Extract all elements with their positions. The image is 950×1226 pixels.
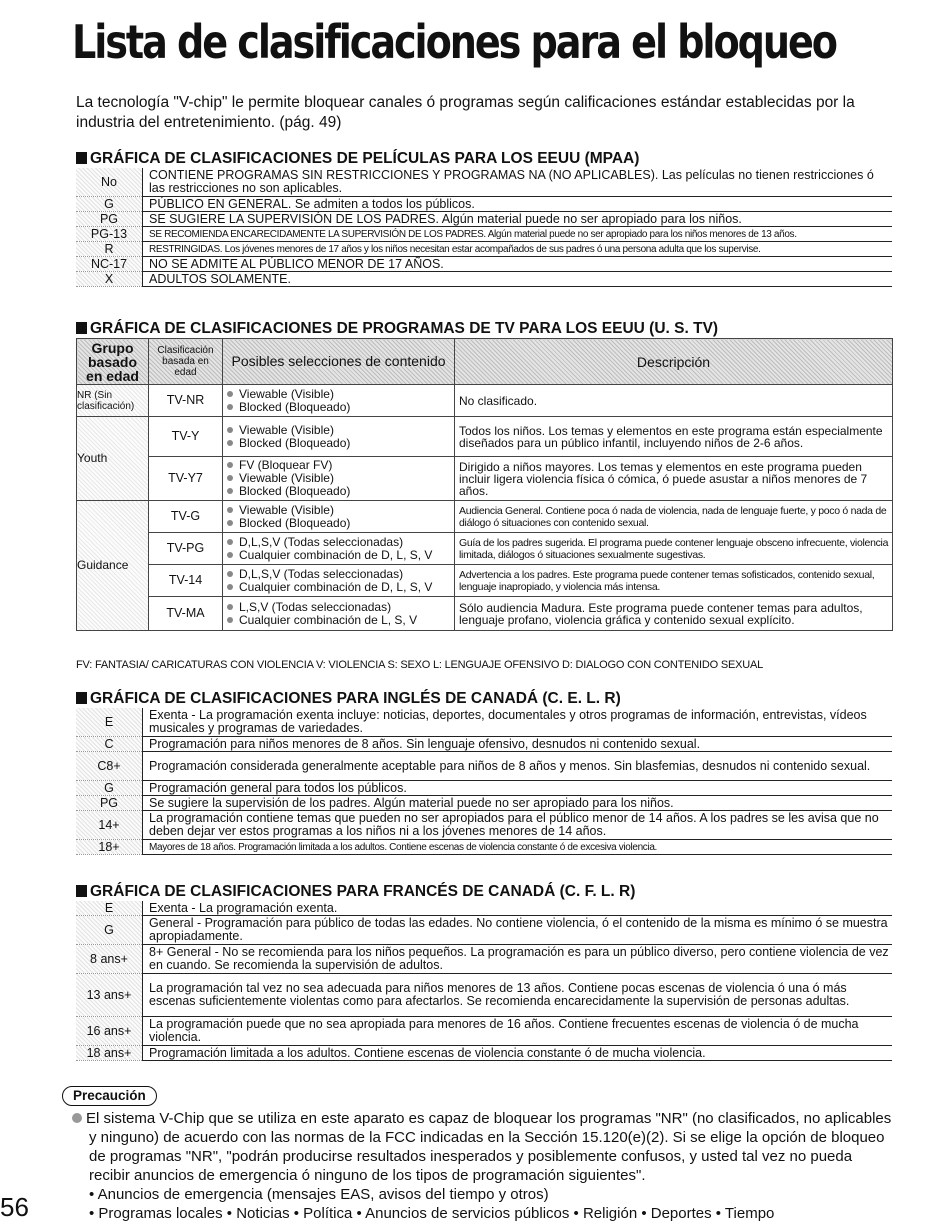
table-row: [76, 212, 892, 227]
option-item: FV (Bloquear FV): [227, 459, 454, 472]
rating-code: No: [76, 168, 143, 197]
table-row: [76, 781, 892, 796]
rating-desc: Guía de los padres sugerida. El programa puede contener lenguaje obsceno infrecuente, violencia limitada, diálogos ó situaciones sexualmente sugestivas.: [455, 533, 893, 565]
rating-desc: Programación considerada generalmente aceptable para niños de 8 años y menos. Sin blasfemias, desnudos ni contenido sexual.: [143, 752, 893, 781]
option-item: Cualquier combinación de D, L, S, V: [227, 549, 454, 562]
bullet-icon: [227, 520, 233, 526]
rating-desc: RESTRINGIDAS. Los jóvenes menores de 17 años y los niños necesitan estar acompañados de sus padres ó una persona adulta que los supervise.: [143, 242, 893, 257]
option-item: Blocked (Bloqueado): [227, 485, 454, 498]
rating-desc: La programación contiene temas que pueden no ser apropiados para el público menor de 14 años. A los padres se les avisa que no deben dejar ver estos programas a los niños ni a los jóvenes menores de 14 años.: [143, 811, 893, 840]
option-item: Blocked (Bloqueado): [227, 517, 454, 530]
option-item: Cualquier combinación de D, L, S, V: [227, 581, 454, 594]
rating-code: 18 ans+: [76, 1046, 143, 1061]
table-row: [76, 974, 892, 1017]
bullet-icon: [227, 539, 233, 545]
table-row: [76, 945, 892, 974]
rating-code: PG: [76, 796, 143, 811]
content-options: [223, 565, 455, 597]
table-row: [77, 385, 893, 417]
rating-desc: SE RECOMIENDA ENCARECIDAMENTE LA SUPERVISIÓN DE LOS PADRES. Algún material puede no ser apropiado para los niños menores de 13 años.: [143, 227, 893, 242]
cel-title: GRÁFICA DE CLASIFICACIONES PARA INGLÉS DE CANADÁ (C. E. L. R): [76, 690, 896, 708]
rating-desc: La programación tal vez no sea adecuada para niños menores de 13 años. Contiene pocas escenas de violencia ó una ó más escenas suficientemente violentas como para afectarlos. Se recomienda encarecidamente la supervisión de personas adultas.: [143, 974, 893, 1017]
content-options: [223, 597, 455, 631]
table-row: [76, 272, 892, 287]
rating-desc: Programación para niños menores de 8 años. Sin lenguaje ofensivo, desnudos ni contenido sexual.: [143, 737, 893, 752]
rating-code: TV-Y7: [149, 457, 223, 501]
cel-section: [76, 690, 896, 855]
table-row: [76, 1017, 892, 1046]
rating-code: 8 ans+: [76, 945, 143, 974]
table-row: [76, 737, 892, 752]
caution-list-item: • Anuncios de emergencia (mensajes EAS, avisos del tiempo y otros): [89, 1186, 549, 1203]
content-options: [223, 457, 455, 501]
table-header-row: [77, 339, 893, 385]
rating-code: G: [76, 916, 143, 945]
option-item: Viewable (Visible): [227, 424, 454, 437]
tv-legend: FV: FANTASIA/ CARICATURAS CON VIOLENCIA V: VIOLENCIA S: SEXO L: LENGUAJE OFENSIVO D: DIALOGO CON CONTENIDO SEXUAL: [76, 659, 764, 671]
rating-code: PG: [76, 212, 143, 227]
option-item: Viewable (Visible): [227, 504, 454, 517]
table-row: [76, 901, 892, 916]
content-options: [223, 501, 455, 533]
rating-code: R: [76, 242, 143, 257]
mpaa-table: [76, 168, 892, 287]
bullet-icon: [227, 427, 233, 433]
table-row: [76, 257, 892, 272]
tv-title: GRÁFICA DE CLASIFICACIONES DE PROGRAMAS DE TV PARA LOS EEUU (U. S. TV): [76, 320, 896, 338]
table-row: [76, 811, 892, 840]
table-row: [76, 197, 892, 212]
bullet-icon: [227, 604, 233, 610]
rating-desc: CONTIENE PROGRAMAS SIN RESTRICCIONES Y PROGRAMAS NA (NO APLICABLES). Las películas no tienen restricciones ó las restricciones no son aplicables.: [143, 168, 893, 197]
rating-code: G: [76, 781, 143, 796]
cfl-table: [76, 901, 892, 1061]
rating-code: TV-G: [149, 501, 223, 533]
rating-desc: Advertencia a los padres. Este programa puede contener temas sofisticados, contenido sexual, lenguaje inapropiado, y violencia más intensa.: [455, 565, 893, 597]
square-bullet-icon: [76, 885, 87, 897]
bullet-icon: [72, 1113, 82, 1123]
table-row: [77, 533, 893, 565]
cfl-section: [76, 883, 896, 1061]
rating-code: 14+: [76, 811, 143, 840]
header-rating: Clasificación basada en edad: [149, 339, 223, 385]
bullet-icon: [227, 404, 233, 410]
rating-desc: 8+ General - No se recomienda para los niños pequeños. La programación es para un público diverso, pero contiene violencia de vez en cuando. Se recomienda la supervisión de adultos.: [143, 945, 893, 974]
bullet-icon: [227, 488, 233, 494]
rating-code: NC-17: [76, 257, 143, 272]
rating-code: X: [76, 272, 143, 287]
table-row: [76, 752, 892, 781]
header-group: Grupo basado en edad: [77, 339, 149, 385]
bullet-icon: [227, 462, 233, 468]
bullet-icon: [227, 391, 233, 397]
caution-paragraph: El sistema V-Chip que se utiliza en este aparato es capaz de bloquear los programas "NR" (no clasificados, no aplicables y ninguno) de acuerdo con las normas de la FCC indicadas en la Sección 15.120(e)(2). Si se elige la opción de bloqueo de programas "NR", "podrán producirse resultados inesperados y posiblemente confusos, y usted tal vez no pueda recibir anuncios de emergencia ó ninguno de los tipos de programación siguientes".: [62, 1109, 892, 1185]
table-row: [77, 457, 893, 501]
rating-desc: Todos los niños. Los temas y elementos en este programa están especialmente diseñados para un público infantil, incluyendo niños de 2-6 años.: [455, 417, 893, 457]
table-row: [77, 501, 893, 533]
page-title: Lista de clasificaciones para el bloqueo: [72, 15, 836, 69]
rating-code: TV-14: [149, 565, 223, 597]
rating-desc: No clasificado.: [455, 385, 893, 417]
rating-code: G: [76, 197, 143, 212]
table-row: [77, 417, 893, 457]
rating-desc: SE SUGIERE LA SUPERVISIÓN DE LOS PADRES. Algún material puede no ser apropiado para los niños.: [143, 212, 893, 227]
bullet-icon: [227, 552, 233, 558]
bullet-icon: [227, 617, 233, 623]
rating-code: TV-Y: [149, 417, 223, 457]
rating-code: 18+: [76, 840, 143, 855]
square-bullet-icon: [76, 152, 87, 164]
rating-desc: Programación general para todos los públicos.: [143, 781, 893, 796]
table-row: [76, 242, 892, 257]
rating-desc: Audiencia General. Contiene poca ó nada de violencia, nada de lenguaje fuerte, y poco ó nada de diálogo ó situaciones con contenido sexual.: [455, 501, 893, 533]
rating-desc: Programación limitada a los adultos. Contiene escenas de violencia constante ó de mucha violencia.: [143, 1046, 893, 1061]
rating-desc: Mayores de 18 años. Programación limitada a los adultos. Contiene escenas de violencia constante ó de excesiva violencia.: [143, 840, 893, 855]
bullet-icon: [227, 571, 233, 577]
table-row: [77, 565, 893, 597]
table-row: [76, 796, 892, 811]
rating-desc: PÚBLICO EN GENERAL. Se admiten a todos los públicos.: [143, 197, 893, 212]
group-guidance: Guidance: [77, 501, 149, 631]
rating-code: C8+: [76, 752, 143, 781]
rating-desc: Se sugiere la supervisión de los padres. Algún material puede no ser apropiado para los niños.: [143, 796, 893, 811]
bullet-icon: [227, 584, 233, 590]
group-youth: Youth: [77, 417, 149, 501]
option-item: D,L,S,V (Todas seleccionadas): [227, 568, 454, 581]
option-item: D,L,S,V (Todas seleccionadas): [227, 536, 454, 549]
tv-section: [76, 320, 896, 631]
rating-desc: Exenta - La programación exenta incluye: noticias, deportes, documentales y otros programas de información, entrevistas, vídeos musicales y programas de variedades.: [143, 708, 893, 737]
option-item: Viewable (Visible): [227, 388, 454, 401]
page-number: 56: [0, 1192, 29, 1222]
rating-desc: Exenta - La programación exenta.: [143, 901, 893, 916]
header-options: Posibles selecciones de contenido: [223, 339, 455, 385]
option-item: L,S,V (Todas seleccionadas): [227, 601, 454, 614]
table-row: [76, 227, 892, 242]
rating-code: TV-PG: [149, 533, 223, 565]
rating-code: E: [76, 708, 143, 737]
rating-code: 13 ans+: [76, 974, 143, 1017]
square-bullet-icon: [76, 692, 87, 704]
rating-code: E: [76, 901, 143, 916]
mpaa-section: [76, 150, 896, 287]
option-item: Blocked (Bloqueado): [227, 401, 454, 414]
option-item: Viewable (Visible): [227, 472, 454, 485]
bullet-icon: [227, 440, 233, 446]
table-row: [76, 1046, 892, 1061]
table-row: [76, 708, 892, 737]
mpaa-title: GRÁFICA DE CLASIFICACIONES DE PELÍCULAS PARA LOS EEUU (MPAA): [76, 150, 896, 168]
rating-code: TV-MA: [149, 597, 223, 631]
rating-code: 16 ans+: [76, 1017, 143, 1046]
bullet-icon: [227, 475, 233, 481]
rating-desc: NO SE ADMITE AL PÚBLICO MENOR DE 17 AÑOS.: [143, 257, 893, 272]
cfl-title: GRÁFICA DE CLASIFICACIONES PARA FRANCÉS DE CANADÁ (C. F. L. R): [76, 883, 896, 901]
rating-desc: General - Programación para público de todas las edades. No contiene violencia, ó el contenido de la misma es mínimo ó se muestra apropiadamente.: [143, 916, 893, 945]
table-row: [76, 916, 892, 945]
caution-badge: Precaución: [62, 1086, 157, 1106]
rating-desc: La programación puede que no sea apropiada para menores de 16 años. Contiene frecuentes escenas de violencia ó de mucha violencia.: [143, 1017, 893, 1046]
content-options: [223, 417, 455, 457]
tv-table: [76, 338, 893, 631]
rating-code: C: [76, 737, 143, 752]
header-desc: Descripción: [455, 339, 893, 385]
rating-code: PG-13: [76, 227, 143, 242]
square-bullet-icon: [76, 322, 87, 334]
cel-table: [76, 708, 892, 855]
table-row: [76, 168, 892, 197]
table-row: [76, 840, 892, 855]
bullet-icon: [227, 507, 233, 513]
group-nr: NR (Sin clasificación): [77, 385, 149, 417]
content-options: [223, 385, 455, 417]
table-row: [77, 597, 893, 631]
caution-list-item: • Programas locales • Noticias • Política • Anuncios de servicios públicos • Religión • Deportes • Tiempo: [89, 1205, 775, 1222]
option-item: Cualquier combinación de L, S, V: [227, 614, 454, 627]
content-options: [223, 533, 455, 565]
caution-block: [62, 1109, 892, 1223]
rating-code: TV-NR: [149, 385, 223, 417]
rating-desc: Dirigido a niños mayores. Los temas y elementos en este programa pueden incluir ligera violencia física ó cómica, ó puede asustar a niños menores de 7 años.: [455, 457, 893, 501]
intro-text: La tecnología "V-chip" le permite bloquear canales ó programas según calificaciones estándar establecidas por la industria del entretenimiento. (pág. 49): [76, 94, 855, 131]
rating-desc: ADULTOS SOLAMENTE.: [143, 272, 893, 287]
rating-desc: Sólo audiencia Madura. Este programa puede contener temas para adultos, lenguaje profano, violencia gráfica y contenido sexual explícito.: [455, 597, 893, 631]
option-item: Blocked (Bloqueado): [227, 437, 454, 450]
